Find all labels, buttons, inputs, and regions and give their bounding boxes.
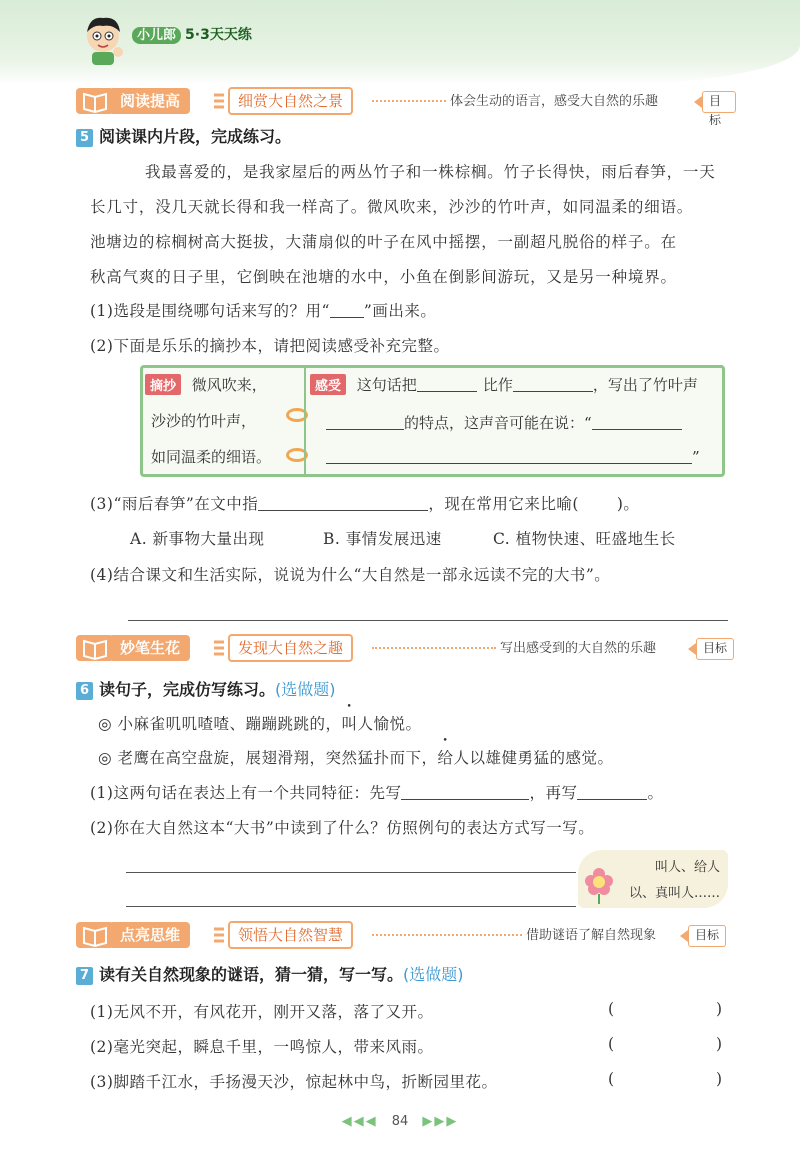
section-title: 阅读提高	[112, 88, 190, 114]
question-6-heading	[76, 677, 336, 700]
q5-sub3-text-b: ，现在常用它来比喻(	[428, 495, 579, 513]
option-c[interactable]: C. 植物快速、旺盛地生长	[493, 530, 676, 548]
page-number: 84	[391, 1114, 409, 1129]
section-subtitle: 领悟大自然智慧	[228, 921, 353, 949]
excerpt-line-1: 微风吹来，	[191, 376, 267, 394]
answer-paren-open[interactable]: (	[608, 1035, 615, 1053]
q5-sub1-text-end: ”画出来。	[363, 302, 437, 320]
optional-label: (选做题)	[403, 965, 464, 984]
section-goal-text: 写出感受到的大自然的乐趣	[500, 641, 657, 656]
answer-line[interactable]	[126, 872, 576, 873]
question-title: 阅读课内片段，完成练习。	[99, 127, 292, 146]
answer-line[interactable]	[126, 906, 576, 907]
dotted-divider	[372, 934, 522, 936]
riddle-1: (1)无风不开，有风花开，刚开又落，落了又开。	[90, 1003, 434, 1021]
option-b[interactable]: B. 事情发展迅速	[323, 530, 442, 548]
excerpt-tag: 摘抄	[145, 374, 181, 395]
q5-sub3	[90, 492, 639, 514]
answer-blank[interactable]	[401, 786, 529, 800]
excerpt-line-2: 沙沙的竹叶声，	[151, 412, 257, 430]
q6-sub2: (2)你在大自然这本“大书”中读到了什么？仿照例句的表达方式写一写。	[90, 819, 595, 837]
right-arrows-icon: ▶▶▶	[422, 1114, 459, 1129]
question-number: 6	[76, 682, 93, 700]
feeling-text-c: ，写出了竹叶声	[592, 376, 698, 394]
q5-sub3-text-c: )。	[616, 495, 640, 513]
feeling-tag: 感受	[310, 374, 346, 395]
question-title: 读句子，完成仿写练习。	[99, 680, 276, 699]
goal-tag: 目标	[696, 638, 734, 660]
emphasis-text: 给人	[437, 749, 470, 767]
page-number-footer	[0, 1114, 800, 1129]
answer-blank[interactable]	[326, 450, 692, 464]
q5-sub2: (2)下面是乐乐的摘抄本，请把阅读感受补充完整。	[90, 337, 450, 355]
brand-name: 小儿郎	[132, 27, 181, 44]
question-number: 5	[76, 129, 93, 147]
feeling-text-d: 的特点，这声音可能在说：“	[404, 414, 592, 432]
feeling-text-e: ”	[692, 448, 700, 466]
dotted-divider	[372, 647, 496, 649]
q6-sub1-text-c: 。	[647, 784, 664, 802]
optional-label: (选做题)	[275, 680, 336, 699]
example-text: ◎ 老鹰在高空盘旋，展翅滑翔，突然猛扑而下，	[98, 749, 438, 767]
dotted-divider	[372, 100, 446, 102]
riddle-3: (3)脚踏千江水，手扬漫天沙，惊起林中鸟，折断园里花。	[90, 1073, 498, 1091]
section-title: 点亮思维	[112, 922, 190, 948]
answer-paren-open[interactable]: (	[608, 1000, 615, 1018]
example-text: ◎ 小麻雀叽叽喳喳、蹦蹦跳跳的，	[98, 715, 342, 733]
answer-blank[interactable]	[326, 416, 404, 430]
answer-paren-close: )	[716, 1070, 723, 1088]
answer-blank[interactable]	[258, 497, 428, 511]
q5-sub1	[90, 299, 436, 321]
passage-line-3: 池塘边的棕榈树高大挺拔，大蒲扇似的叶子在风中摇摆，一副超凡脱俗的样子。在	[90, 233, 677, 251]
arrow-icon	[212, 639, 226, 657]
arrow-icon	[212, 926, 226, 944]
example-sentence-1	[98, 712, 421, 734]
hint-line-1: 叫人、给人	[654, 860, 720, 875]
brand-series: 5·3天天练	[185, 27, 252, 43]
example-text-end: 愉悦。	[373, 715, 422, 733]
flower-icon	[582, 864, 616, 904]
answer-paren-close: )	[716, 1035, 723, 1053]
passage-line-1: 我最喜爱的，是我家屋后的两丛竹子和一株棕榈。竹子长得快，雨后春笋，一天	[145, 163, 716, 181]
open-book-icon	[76, 88, 114, 114]
answer-paren-open[interactable]: (	[608, 1070, 615, 1088]
riddle-2: (2)毫光突起，瞬息千里，一鸣惊人，带来风雨。	[90, 1038, 434, 1056]
answer-paren-close: )	[716, 1000, 723, 1018]
answer-blank[interactable]	[417, 378, 477, 392]
question-7-heading	[76, 962, 464, 985]
q6-sub1-text: (1)这两句话在表达上有一个共同特征：先写	[90, 784, 402, 802]
excerpt-card	[143, 368, 293, 474]
arrow-icon	[212, 92, 226, 110]
example-sentence-2	[98, 746, 614, 768]
answer-blank[interactable]	[577, 786, 647, 800]
question-5-heading	[76, 124, 291, 147]
hint-bubble	[578, 850, 728, 908]
feeling-text-a: 这句话把	[356, 376, 417, 394]
section-goal-text: 借助谜语了解自然现象	[526, 928, 657, 943]
brand-title	[132, 24, 252, 44]
section-thinking	[76, 920, 736, 950]
question-title: 读有关自然现象的谜语，猜一猜，写一写。	[99, 965, 404, 984]
section-subtitle: 发现大自然之趣	[228, 634, 353, 662]
passage-line-4: 秋高气爽的日子里，它倒映在池塘的水中，小鱼在倒影间游玩，又是另一种境界。	[90, 268, 677, 286]
feeling-text-b: 比作	[482, 376, 513, 394]
q5-sub1-text: (1)选段是围绕哪句话来写的？用“	[90, 302, 330, 320]
left-arrows-icon: ◀◀◀	[341, 1114, 378, 1129]
section-writing	[76, 633, 736, 663]
section-subtitle: 细赏大自然之景	[228, 87, 353, 115]
section-title: 妙笔生花	[112, 635, 190, 661]
q6-sub1-text-b: ，再写	[529, 784, 578, 802]
goal-tag: 目标	[702, 91, 736, 113]
emphasis-text: 叫人	[341, 715, 374, 733]
q5-sub3-text: (3)“雨后春笋”在文中指	[90, 495, 259, 513]
open-book-icon	[76, 635, 114, 661]
section-goal-text: 体会生动的语言，感受大自然的乐趣	[450, 94, 659, 109]
excerpt-line-3: 如同温柔的细语。	[151, 448, 272, 466]
underline-sample	[330, 304, 364, 318]
q6-sub1	[90, 781, 664, 803]
example-text-end: 以雄健勇猛的感觉。	[469, 749, 614, 767]
feeling-card	[304, 368, 722, 474]
option-a[interactable]: A. 新事物大量出现	[130, 530, 265, 548]
open-book-icon	[76, 922, 114, 948]
q5-sub4: (4)结合课文和生活实际，说说为什么“大自然是一部永远读不完的大书”。	[90, 566, 611, 584]
hint-line-2: 以、真叫人……	[628, 886, 720, 901]
answer-blank[interactable]	[513, 378, 593, 392]
goal-tag: 目标	[688, 925, 726, 947]
mascot-boy-icon	[80, 14, 126, 66]
section-reading	[76, 86, 736, 127]
passage-line-2: 长几寸，没几天就长得和我一样高了。微风吹来，沙沙的竹叶声，如同温柔的细语。	[90, 198, 694, 216]
answer-line[interactable]	[128, 620, 728, 621]
answer-blank[interactable]	[592, 416, 682, 430]
question-number: 7	[76, 967, 93, 985]
